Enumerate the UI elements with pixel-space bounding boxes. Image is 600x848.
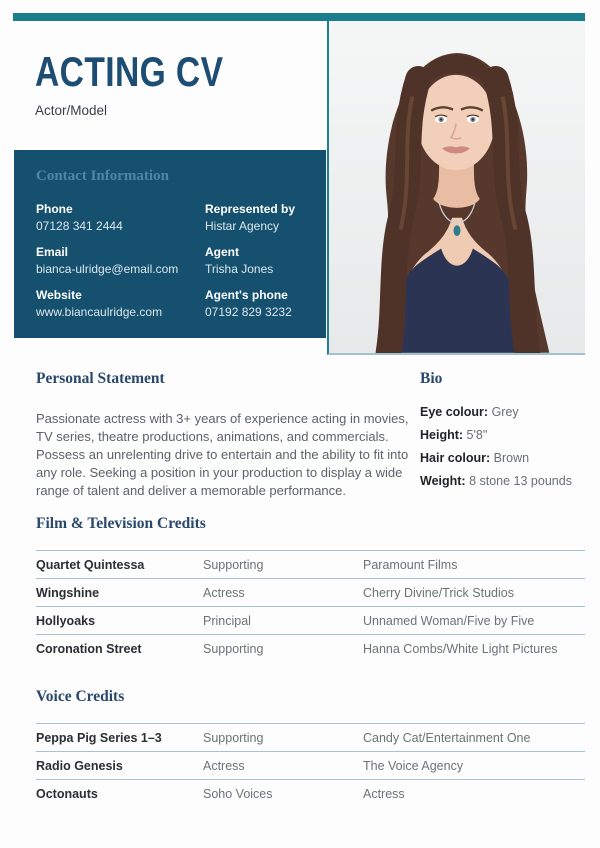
contact-value: www.biancaulridge.com: [36, 305, 163, 319]
contact-value: 07128 341 2444: [36, 219, 123, 233]
bio-item-hair-colour: [420, 452, 588, 465]
contact-item-agent: [205, 245, 304, 276]
contact-label: Email: [36, 245, 69, 259]
table-row: [36, 751, 585, 779]
bio-item-height: [420, 429, 588, 442]
bio-label: Height:: [420, 428, 464, 442]
credit-role-cell: Principal: [203, 613, 251, 628]
contact-heading: Contact Information: [36, 168, 169, 184]
page-header: [35, 48, 271, 118]
credit-title-cell: Peppa Pig Series 1–3: [36, 730, 162, 745]
bio-value: 8 stone 13 pounds: [469, 474, 572, 488]
voice-credits-section: [36, 688, 585, 807]
top-accent-bar: [13, 13, 585, 21]
contact-label: Agent's phone: [205, 288, 288, 302]
contact-item-agent-phone: [205, 288, 304, 319]
voice-credits-table: [36, 723, 585, 807]
page-subtitle: Actor/Model: [35, 103, 108, 118]
credit-title-cell: Coronation Street: [36, 641, 142, 656]
credit-title-cell: Octonauts: [36, 786, 98, 801]
contact-item-represented-by: [205, 202, 304, 233]
personal-statement-body: Passionate actress with 3+ years of experience acting in movies, TV series, theatre productions, animations, and commercials. Possess an unrelenting drive to entertain and the ability to fit into any role. Seeking a position in your production to display a wide range of talent and deliver a memorable performance.: [36, 411, 409, 498]
contact-label: Agent: [205, 245, 239, 259]
table-row: [36, 550, 585, 578]
credit-role-cell: Soho Voices: [203, 786, 273, 801]
credit-company-cell: Cherry Divine/Trick Studios: [363, 585, 514, 600]
contact-grid: [36, 202, 304, 319]
credit-role-cell: Actress: [203, 585, 245, 600]
contact-label: Phone: [36, 202, 73, 216]
personal-statement-section: [36, 370, 410, 500]
film-tv-credits-heading: Film & Television Credits: [36, 515, 206, 532]
credit-role-cell: Supporting: [203, 641, 264, 656]
bio-item-weight: [420, 475, 588, 488]
bio-value: Grey: [491, 405, 519, 419]
table-row: [36, 723, 585, 751]
headshot-photo: [327, 21, 585, 355]
contact-value: Histar Agency: [205, 219, 280, 233]
credit-title-cell: Wingshine: [36, 585, 100, 600]
credit-company-cell: Candy Cat/Entertainment One: [363, 730, 531, 745]
bio-item-eye-colour: [420, 406, 588, 419]
page-title: ACTING CV: [35, 48, 224, 95]
film-tv-credits-table: [36, 550, 585, 662]
film-tv-credits-section: [36, 515, 585, 662]
bio-label: Hair colour:: [420, 451, 491, 465]
voice-credits-heading: Voice Credits: [36, 688, 125, 705]
table-row: [36, 634, 585, 662]
credit-role-cell: Supporting: [203, 730, 264, 745]
bio-value: 5'8": [466, 428, 488, 442]
bio-value: Brown: [493, 451, 530, 465]
credit-company-cell: Unnamed Woman/Five by Five: [363, 613, 535, 628]
bio-section: [420, 370, 588, 498]
bio-list: [420, 406, 588, 488]
credit-company-cell: Hanna Combs/White Light Pictures: [363, 641, 558, 656]
credit-role-cell: Actress: [203, 758, 245, 773]
contact-label: Website: [36, 288, 82, 302]
table-row: [36, 779, 585, 807]
table-row: [36, 578, 585, 606]
contact-value: bianca-ulridge@email.com: [36, 262, 179, 276]
contact-item-website: [36, 288, 205, 319]
contact-item-email: [36, 245, 205, 276]
credit-title-cell: Quartet Quintessa: [36, 557, 145, 572]
contact-item-phone: [36, 202, 205, 233]
contact-label: Represented by: [205, 202, 296, 216]
bio-label: Weight:: [420, 474, 466, 488]
credit-role-cell: Supporting: [203, 557, 264, 572]
headshot-illustration: [329, 21, 585, 353]
personal-statement-heading: Personal Statement: [36, 370, 165, 387]
credit-title-cell: Hollyoaks: [36, 613, 96, 628]
credit-company-cell: Actress: [363, 786, 405, 801]
credit-company-cell: Paramount Films: [363, 557, 458, 572]
table-row: [36, 606, 585, 634]
contact-value: 07192 829 3232: [205, 305, 292, 319]
credit-company-cell: The Voice Agency: [363, 758, 464, 773]
contact-value: Trisha Jones: [205, 262, 274, 276]
credit-title-cell: Radio Genesis: [36, 758, 123, 773]
bio-label: Eye colour:: [420, 405, 489, 419]
contact-information-panel: [14, 150, 326, 338]
bio-heading: Bio: [420, 370, 443, 387]
